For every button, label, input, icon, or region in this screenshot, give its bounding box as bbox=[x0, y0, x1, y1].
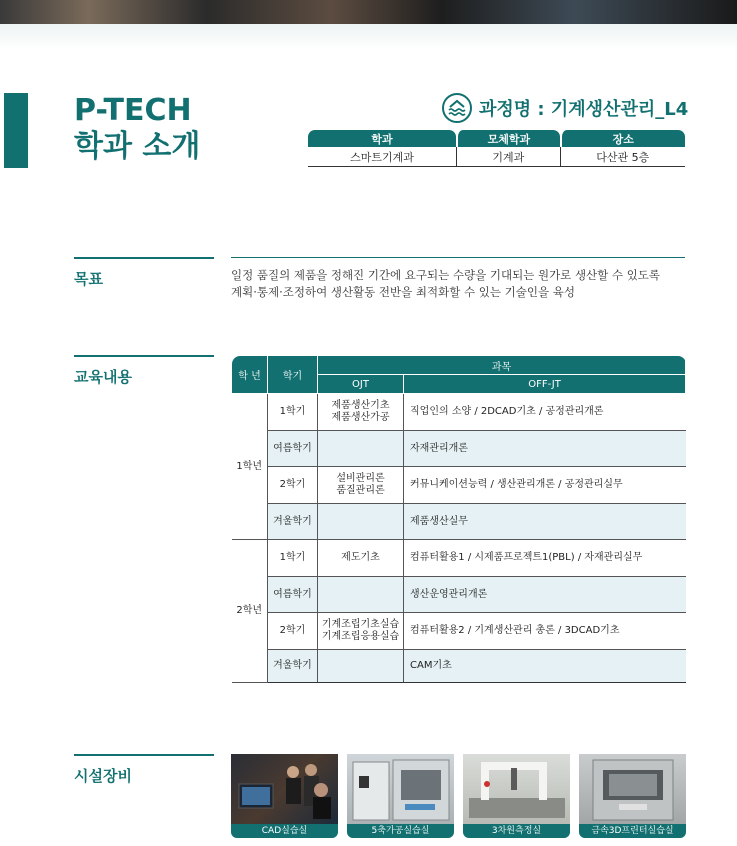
ojt-line: 설비관리론 bbox=[336, 473, 385, 484]
facility-gallery bbox=[231, 754, 686, 838]
info-header-parent-dept: 모체학과 bbox=[456, 130, 559, 147]
table-row bbox=[232, 613, 686, 650]
term-cell: 1학기 bbox=[268, 540, 318, 577]
term-cell: 1학기 bbox=[268, 394, 318, 431]
offjt-cell: 자재관리개론 bbox=[404, 431, 686, 467]
ojt-cell bbox=[318, 577, 404, 613]
course-name: 과정명 : 기계생산관리_L4 bbox=[479, 99, 689, 120]
page-title-line2: 학과 소개 bbox=[74, 129, 201, 164]
ojt-cell bbox=[318, 394, 404, 431]
term-cell: 여름학기 bbox=[268, 577, 318, 613]
term-cell: 겨울학기 bbox=[268, 650, 318, 683]
cad-lab-image bbox=[231, 754, 338, 824]
facility-photo-cad-lab bbox=[231, 754, 338, 838]
term-cell: 2학기 bbox=[268, 613, 318, 650]
info-value-parent-dept: 기계과 bbox=[456, 147, 559, 167]
ojt-cell bbox=[318, 431, 404, 467]
page-title bbox=[74, 93, 200, 165]
offjt-cell: 컴퓨터활용1 / 시제품프로젝트1(PBL) / 자재관리실무 bbox=[404, 540, 686, 577]
header-term: 학기 bbox=[268, 356, 318, 394]
ojt-cell bbox=[318, 467, 404, 504]
photo-caption: 5축가공실습실 bbox=[347, 824, 454, 838]
photo-caption: 금속3D프린터실습실 bbox=[579, 824, 686, 838]
ojt-line: 품질관리론 bbox=[336, 485, 385, 496]
offjt-cell: CAM기초 bbox=[404, 650, 686, 683]
metal-3d-printer-image bbox=[579, 754, 686, 824]
table-row bbox=[232, 467, 686, 504]
page-title-line1: P-TECH bbox=[74, 93, 192, 128]
hero-photo-strip bbox=[0, 0, 737, 24]
facility-photo-metal-3d-printer-lab bbox=[579, 754, 686, 838]
photo-caption: CAD실습실 bbox=[231, 824, 338, 838]
info-value-location: 다산관 5층 bbox=[560, 147, 685, 167]
goal-label: 목표 bbox=[74, 257, 214, 289]
cmm-image bbox=[463, 754, 570, 824]
year-cell: 2학년 bbox=[232, 540, 268, 683]
wave-mountain-emblem-icon bbox=[442, 93, 472, 123]
offjt-cell: 제품생산실무 bbox=[404, 504, 686, 540]
header-subjects: 과목 bbox=[318, 356, 686, 375]
info-header-location: 장소 bbox=[560, 130, 685, 147]
ojt-cell bbox=[318, 613, 404, 650]
offjt-cell: 직업인의 소양 / 2DCAD기초 / 공정관리개론 bbox=[404, 394, 686, 431]
goal-text-line2: 계획·통제·조정하여 생산활동 전반을 최적화할 수 있는 기술인을 육성 bbox=[231, 285, 575, 299]
goal-text bbox=[231, 267, 685, 301]
ojt-cell: 제도기초 bbox=[318, 540, 404, 577]
ojt-cell bbox=[318, 504, 404, 540]
table-row bbox=[232, 540, 686, 577]
offjt-cell: 컴퓨터활용2 / 기계생산관리 총론 / 3DCAD기초 bbox=[404, 613, 686, 650]
accent-bar bbox=[4, 93, 28, 168]
ojt-line: 기계조립응용실습 bbox=[321, 631, 400, 642]
curriculum-label: 교육내용 bbox=[74, 355, 214, 387]
goal-text-line1: 일정 품질의 제품을 정해진 기간에 요구되는 수량을 기대되는 원가로 생산할 수 있도록 bbox=[231, 268, 661, 282]
facility-photo-cmm-room bbox=[463, 754, 570, 838]
term-cell: 2학기 bbox=[268, 467, 318, 504]
table-row bbox=[232, 394, 686, 431]
curriculum-table bbox=[231, 355, 686, 683]
course-info-table bbox=[308, 130, 685, 167]
ojt-line: 제품생산가공 bbox=[331, 412, 390, 423]
table-row bbox=[232, 431, 686, 467]
info-value-dept: 스마트기계과 bbox=[308, 147, 456, 167]
ojt-line: 기계조립기초실습 bbox=[321, 619, 400, 630]
year-cell: 1학년 bbox=[232, 394, 268, 540]
term-cell: 여름학기 bbox=[268, 431, 318, 467]
ojt-line: 제품생산기초 bbox=[331, 400, 390, 411]
header-ojt: OJT bbox=[318, 375, 404, 394]
facility-photo-5axis-lab bbox=[347, 754, 454, 838]
table-row bbox=[232, 577, 686, 613]
header-offjt: OFF-JT bbox=[404, 375, 686, 394]
term-cell: 겨울학기 bbox=[268, 504, 318, 540]
facilities-label: 시설장비 bbox=[74, 754, 214, 786]
ojt-cell bbox=[318, 650, 404, 683]
5axis-machine-image bbox=[347, 754, 454, 824]
course-heading bbox=[442, 93, 688, 123]
goal-divider bbox=[231, 257, 685, 258]
photo-caption: 3차원측정실 bbox=[463, 824, 570, 838]
table-row bbox=[232, 504, 686, 540]
header-year: 학 년 bbox=[232, 356, 268, 394]
table-row bbox=[232, 650, 686, 683]
offjt-cell: 커뮤니케이션능력 / 생산관리개론 / 공정관리실무 bbox=[404, 467, 686, 504]
offjt-cell: 생산운영관리개론 bbox=[404, 577, 686, 613]
info-header-dept: 학과 bbox=[308, 130, 456, 147]
